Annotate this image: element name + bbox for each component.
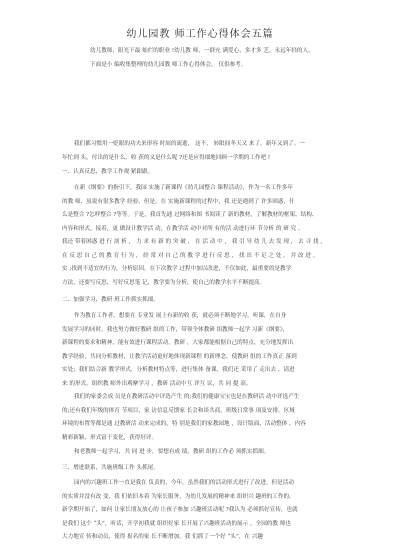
paragraph-line: 大力地宣 传和动员，使得 报名的家 长不断增加。我 们抓了一个好 “头”，在 兴趣: [62, 534, 263, 540]
paragraph-5: [62, 477, 350, 545]
paragraph-line: 园内的兴趣班工作一直是我在 负责的，今年，虽然我们的活动形式进行了改进，但是活动: [74, 480, 294, 486]
paragraph-4: [62, 446, 350, 460]
paragraph-line: 新学期开始了，如何 让家长朋友放心的 让孩子参加 兴趣班活动呢 ?我认为 必须抓好宣传，也就: [62, 507, 298, 513]
paragraph-2: [62, 182, 350, 290]
paragraph-line: 实 ;找到不适宜的行为，分析原因，在下次教学 过程中加以改进，不仅如此，最重要的是教学: [62, 266, 292, 272]
paragraph-line: 作为教育工作者，想要在 专业发 展上有新的收 获，就必须不断地学习，听课，在自身: [74, 313, 287, 319]
section-heading-3: 三、增进联系，共施班级工作 头抓尾。: [62, 465, 159, 471]
paragraph-line: 在 反 思 自 己 的 教 育 行 为 ， 经 常 对 自 己 的 教 学 进 行 反 思 ， 找 出 不 足 之 处 ， 并 改 进 。: [62, 252, 319, 259]
paragraph-line: 年忙到 头，付出的是什么，收 获的又是什么呢 ?还是应得细地回顾一学期的工作吧 !: [62, 154, 271, 161]
paragraph-line: 我们都习惯用一贬眼的功夫来形容 时间的流逝， 这不， 转眼间冬天又 来了，新年又到了。一: [74, 141, 305, 147]
paragraph-line: 实处；我们结合新 教学形式，分析教材特点等，进行集体 备课，我们还 采用了 走出去 ，请进: [62, 367, 295, 373]
paragraph-line: 教学经验，共同分析教材，让教学活动更好地体现新课程 的新理念，使教研 组的工作真正 落到: [62, 353, 297, 360]
paragraph-line: 发展学习的同时，我也努力做好教研 组的工作，带领全体教研 组教师一起学 习新《纲要》，: [62, 326, 289, 333]
paragraph-line: 是我们 这个 “头”，听话，开学初我就 组织好家 长开展了兴趣班活动的展示 ，全园的教 师也: [62, 520, 291, 527]
paragraph-line: 方法，还要写反思，写好反思笔 记，教学要为分析，使自己的教学水平不断提高。: [62, 279, 266, 286]
paragraph-3: [62, 310, 350, 445]
paragraph-line: 新课程的要求和精神，能有效进行课程活动，教研 ，大家都能根据自己的特点，充分地发挥出: [62, 340, 294, 346]
paragraph-line: 我还 带着困惑 进 行 剖 析 ， 力 求 有 新 的 突 破 ， 在 活 动 中 ， 我 引 导 幼 儿 去 发 现 ， 去 寻 找 ，: [62, 239, 326, 245]
paragraph-line: 么是整合 ?怎样整合 ?等等。于是，我首先通 过网络和图 书阅读了 新的教材，了解教材的框架、结构、: [62, 212, 318, 218]
paragraph-line: 来 的形式，组织教 师外出观摩学习 ，教研 活动中互 评互 议，共 同 提 高。: [62, 380, 252, 387]
paragraph-line: 的;还有我们年级的体育 节项目，家 访信息反馈家 长会和谈共商，班级日常事 项及安排，区域: [62, 407, 295, 414]
paragraph-1: [62, 138, 350, 165]
paragraph-line: 精彩新颖，形式富于变化，获得好评。: [62, 434, 158, 441]
section-heading-2: 二、加强学习，教研 班工作抓实抓细。: [62, 297, 159, 303]
section-heading-1: 一、认真反思，教学工作观 紧跟跟。: [62, 169, 154, 175]
paragraph-line: 内容和形式，接着，更 做设计教学活 动，在教学活 动中对所 有的活 动进行环 节分析 的 研 究 ，: [62, 225, 304, 232]
paragraph-line: 的实质并没有改 变，我 们依旧本着 为家长服务，为幼儿发展的精神来 组织兴 趣班的工作的。: [62, 493, 295, 500]
paragraph-line: 我们的家委会成 员是在教研活动中评选产生 的;我们的健康宝宝也是在教研活 动中评选产生: [74, 394, 300, 400]
paragraph-line: 环境的布置等都是通 过教研活 动来完成的，特 别是我们的家教园地 ，设计版面，活动整体 ，内容: [62, 421, 306, 427]
paragraph-line: 在新《纲要》的指引下，我园 实施了新课程《幼儿园整合 课程活动》，作为一名工作多年: [74, 185, 293, 191]
paragraph-line: 的教 师，虽说有很多教学 经验，但是，在 实施新课程的过程中，我 还是遇到了 许多困惑，什: [62, 198, 295, 205]
intro-line: 幼儿教师，阳光下最 灿烂的职业 !幼儿教 师，一群充 满爱心，多才多 艺，永远年轻的人，: [90, 48, 314, 54]
paragraph-line: 和老教师一起学习，共 同 进 步，要想有成 绩，教研 组的工作必 须抓实抓细。: [74, 449, 270, 455]
document-title: 幼儿园教 师工作心得体会五篇: [126, 29, 274, 40]
intro-line: 下面是小 编收集整理的幼儿园教 师工作心得体会， 仅供参考。: [90, 61, 247, 68]
intro-paragraph: [90, 45, 350, 72]
